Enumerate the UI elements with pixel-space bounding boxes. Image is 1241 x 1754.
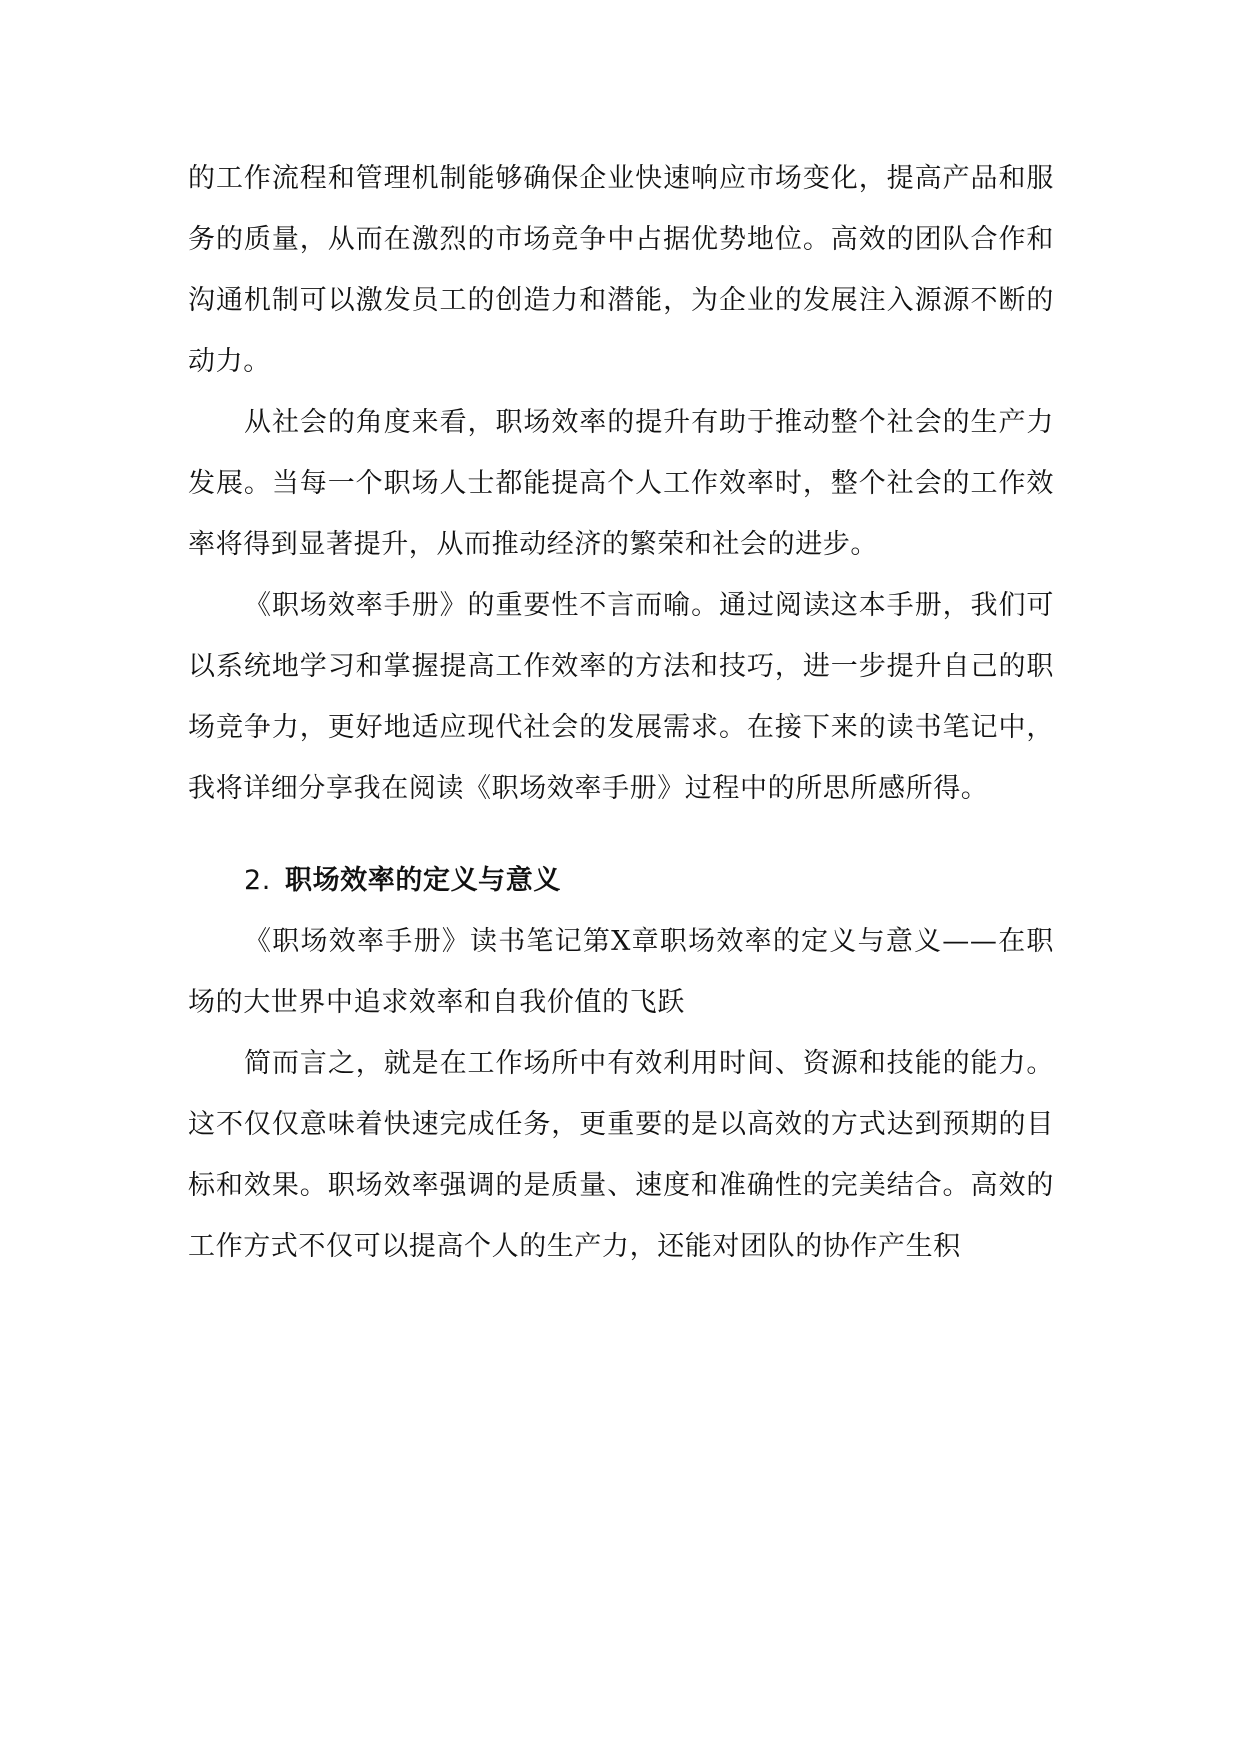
document-body	[188, 148, 1054, 1277]
paragraph-definition: 简而言之，就是在工作场所中有效利用时间、资源和技能的能力。这不仅仅意味着快速完成任务，更重要的是以高效的方式达到预期的目标和效果。职场效率强调的是质量、速度和准确性的完美结合。高效的工作方式不仅可以提高个人的生产力，还能对团队的协作产生积	[188, 1048, 1054, 1262]
section-number: 2.	[244, 865, 271, 896]
paragraph-handbook-importance: 《职场效率手册》的重要性不言而喻。通过阅读这本手册，我们可以系统地学习和掌握提高工作效率的方法和技巧，进一步提升自己的职场竞争力，更好地适应现代社会的发展需求。在接下来的读书笔记中，我将详细分享我在阅读《职场效率手册》过程中的所思所感所得。	[188, 590, 1054, 804]
paragraph-social-perspective: 从社会的角度来看，职场效率的提升有助于推动整个社会的生产力发展。当每一个职场人士都能提高个人工作效率时，整个社会的工作效率将得到显著提升，从而推动经济的繁荣和社会的进步。	[188, 407, 1054, 560]
section-title: 职场效率的定义与意义	[284, 865, 561, 896]
paragraph-chapter-intro: 《职场效率手册》读书笔记第X章职场效率的定义与意义——在职场的大世界中追求效率和自我价值的飞跃	[188, 926, 1054, 1018]
section-heading	[188, 850, 1054, 911]
paragraph-continuation: 的工作流程和管理机制能够确保企业快速响应市场变化，提高产品和服务的质量，从而在激烈的市场竞争中占据优势地位。高效的团队合作和沟通机制可以激发员工的创造力和潜能，为企业的发展注入源源不断的动力。	[188, 163, 1054, 377]
